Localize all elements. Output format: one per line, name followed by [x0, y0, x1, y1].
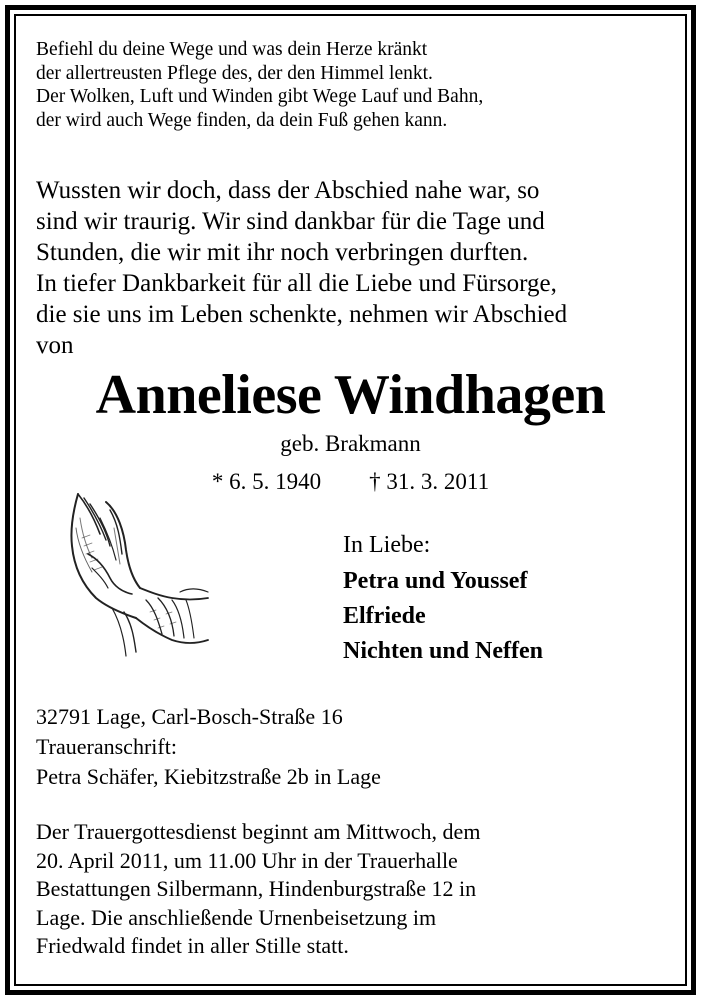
service-line: Der Trauergottesdienst beginnt am Mittwoch, dem: [36, 819, 481, 844]
intro-line: die sie uns im Leben schenkte, nehmen wir Abschied: [36, 301, 568, 328]
service-line: Bestattungen Silbermann, Hindenburgstraße 12 in: [36, 876, 477, 901]
mourners-block: [343, 530, 543, 669]
service-line: 20. April 2011, um 11.00 Uhr in der Trauerhalle: [36, 847, 458, 873]
mourner-name: Nichten und Neffen: [343, 638, 544, 664]
bible-verse: [36, 38, 666, 132]
intro-line: In tiefer Dankbarkeit für all die Liebe und Fürsorge,: [36, 270, 557, 297]
service-notice: [36, 818, 666, 961]
intro-line: Stunden, die wir mit ihr noch verbringen durften.: [36, 239, 529, 266]
verse-line: Der Wolken, Luft und Winden gibt Wege Lauf und Bahn,: [36, 86, 484, 107]
intro-line: Wussten wir doch, dass der Abschied nahe war, so: [36, 177, 540, 204]
mourner-name: Elfriede: [343, 603, 426, 629]
verse-line: Befiehl du deine Wege und was dein Herze kränkt: [36, 39, 428, 60]
deceased-name: Anneliese Windhagen: [95, 364, 606, 426]
mourner-name: Petra und Youssef: [343, 568, 528, 594]
farewell-text: [36, 175, 666, 361]
mourning-address-label: Traueranschrift:: [36, 734, 177, 759]
service-line: Friedwald findet in aller Stille statt.: [36, 933, 349, 958]
mourning-address: Petra Schäfer, Kiebitzstraße 2b in Lage: [36, 764, 381, 789]
death-date: † 31. 3. 2011: [369, 469, 490, 494]
birth-date: * 6. 5. 1940: [211, 469, 322, 494]
address-block: [36, 702, 666, 792]
praying-hands-icon: [62, 488, 212, 658]
intro-line: sind wir traurig. Wir sind dankbar für die Tage und: [36, 208, 545, 235]
verse-line: der wird auch Wege finden, da dein Fuß gehen kann.: [36, 109, 448, 131]
mourners-lead: In Liebe:: [343, 532, 431, 558]
service-line: Lage. Die anschließende Urnenbeisetzung im: [36, 904, 437, 930]
verse-line: der allertreusten Pflege des, der den Himmel lenkt.: [36, 62, 433, 84]
home-address: 32791 Lage, Carl-Bosch-Straße 16: [36, 704, 343, 729]
intro-line: von: [36, 332, 74, 359]
maiden-name: geb. Brakmann: [280, 431, 421, 456]
